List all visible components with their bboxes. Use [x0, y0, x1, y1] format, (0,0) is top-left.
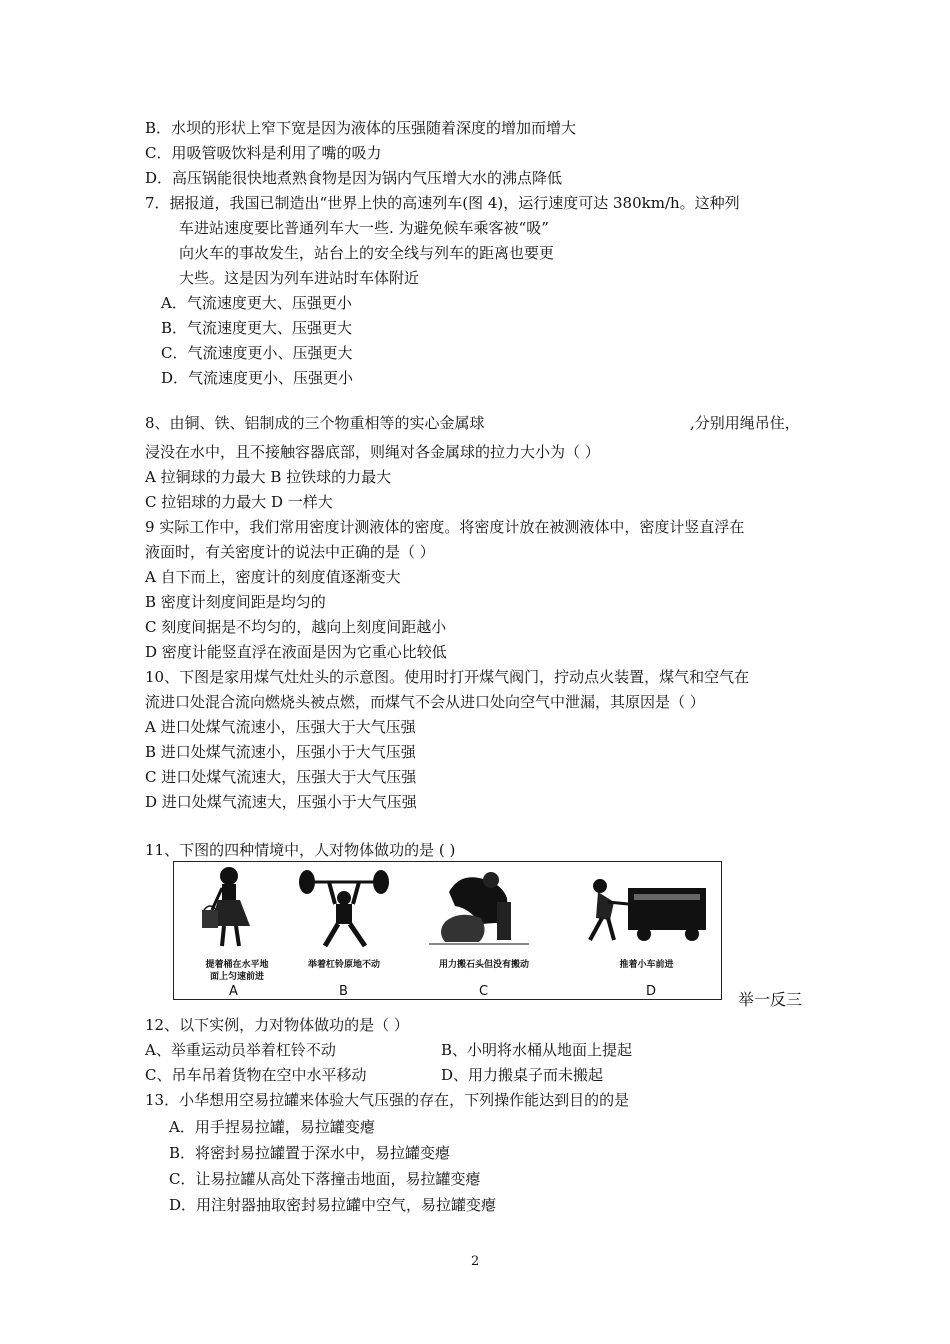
q7-option-d: D．气流速度更小、压强更小 — [161, 369, 354, 387]
person-lifting-rock-icon — [419, 862, 549, 952]
figure-panel-a — [182, 862, 292, 999]
q13-line: 13．小华想用空易拉罐来体验大气压强的存在，下列操作能达到目的的是 — [145, 1091, 630, 1109]
q10-line-1: 10、下图是家用煤气灶灶头的示意图。使用时打开煤气阀门，拧动点火装置，煤气和空气在 — [145, 668, 750, 686]
figure-c-letter: C — [479, 984, 489, 999]
q8-options-ab: A 拉铜球的力最大 B 拉铁球的力最大 — [145, 468, 392, 486]
q12-option-a: A、举重运动员举着杠铃不动 — [145, 1041, 336, 1059]
q7-line-1: 7．据报道，我国已制造出“世界上快的高速列车(图 4)，运行速度可达 380km/h。这种列 — [145, 194, 740, 212]
q12-line: 12、以下实例，力对物体做功的是（ ） — [145, 1016, 409, 1034]
page-number: 2 — [471, 1254, 480, 1269]
q10-option-c: C 进口处煤气流速大，压强大于大气压强 — [145, 768, 417, 786]
person-pushing-cart-icon — [574, 862, 719, 952]
figure-d-letter: D — [646, 984, 657, 999]
q10-option-d: D 进口处煤气流速大，压强小于大气压强 — [145, 793, 417, 811]
q13-option-b: B．将密封易拉罐置于深水中，易拉罐变瘪 — [169, 1144, 451, 1162]
figure-a-letter: A — [229, 984, 238, 999]
q11-line: 11、下图的四种情境中，人对物体做功的是 ( ) — [145, 841, 456, 859]
q8-line-2: 浸没在水中，且不接触容器底部，则绳对各金属球的拉力大小为（ ） — [145, 443, 600, 461]
figure-panel-c — [419, 862, 549, 999]
q8-line-1b: ,分别用绳吊住， — [690, 414, 800, 432]
q13-option-c: C．让易拉罐从高处下落撞击地面，易拉罐变瘪 — [169, 1170, 481, 1188]
q6-option-d: D．高压锅能很快地煮熟食物是因为锅内气压增大水的沸点降低 — [145, 169, 563, 187]
figure-b-caption-1: 举着杠铃原地不动 — [307, 960, 380, 970]
q13-option-d: D．用注射器抽取密封易拉罐中空气，易拉罐变瘪 — [169, 1196, 497, 1214]
q11-figure — [173, 861, 722, 1000]
q9-option-d: D 密度计能竖直浮在液面是因为它重心比较低 — [145, 643, 447, 661]
q7-option-a: A．气流速度更大、压强更小 — [161, 294, 352, 312]
figure-panel-d — [574, 862, 719, 999]
q7-line-4: 大些。这是因为列车进站时车体附近 — [179, 269, 420, 287]
q6-option-c: C．用吸管吸饮料是利用了嘴的吸力 — [145, 144, 382, 162]
q8-line-1a: 8、由铜、铁、铝制成的三个物重相等的实心金属球 — [145, 414, 485, 432]
q12-option-c: C、吊车吊着货物在空中水平移动 — [145, 1066, 367, 1084]
q10-option-b: B 进口处煤气流速小，压强小于大气压强 — [145, 743, 416, 761]
side-note: 举一反三 — [738, 990, 803, 1009]
figure-d-caption-1: 推着小车前进 — [619, 960, 674, 970]
q8-options-cd: C 拉铝球的力最大 D 一样大 — [145, 493, 333, 511]
q9-option-c: C 刻度间据是不均匀的，越向上刻度间距越小 — [145, 618, 447, 636]
figure-a-caption-1: 提着桶在水平地 — [205, 960, 269, 970]
person-carrying-bucket-icon — [182, 862, 292, 952]
figure-a-caption-2: 面上匀速前进 — [209, 972, 264, 982]
figure-panel-b — [289, 862, 399, 999]
q7-option-c: C．气流速度更小、压强更大 — [161, 344, 353, 362]
q9-line-1: 9 实际工作中，我们常用密度计测液体的密度。将密度计放在被测液体中，密度计竖直浮在 — [145, 518, 745, 536]
q7-line-2: 车进站速度要比普通列车大一些. 为避免候车乘客被“吸” — [179, 219, 549, 237]
q12-option-d: D、用力搬桌子而未搬起 — [441, 1066, 604, 1084]
q10-option-a: A 进口处煤气流速小，压强大于大气压强 — [145, 718, 416, 736]
q13-option-a: A．用手捏易拉罐，易拉罐变瘪 — [169, 1118, 375, 1136]
q9-option-b: B 密度计刻度间距是均匀的 — [145, 593, 326, 611]
q7-line-3: 向火车的事故发生，站台上的安全线与列车的距离也要更 — [179, 244, 555, 262]
q6-option-b: B．水坝的形状上窄下宽是因为液体的压强随着深度的增加而增大 — [145, 119, 577, 137]
q10-line-2: 流进口处混合流向燃烧头被点燃，而煤气不会从进口处向空气中泄漏，其原因是（ ） — [145, 693, 705, 711]
weightlifter-icon — [289, 862, 399, 952]
q7-option-b: B．气流速度更大、压强更大 — [161, 319, 353, 337]
figure-c-caption-1: 用力搬石头但没有搬动 — [438, 960, 529, 970]
figure-b-letter: B — [339, 984, 348, 999]
q12-option-b: B、小明将水桶从地面上提起 — [441, 1041, 633, 1059]
q9-line-2: 液面时，有关密度计的说法中正确的是（ ） — [145, 543, 435, 561]
q9-option-a: A 自下而上，密度计的刻度值逐渐变大 — [145, 568, 401, 586]
